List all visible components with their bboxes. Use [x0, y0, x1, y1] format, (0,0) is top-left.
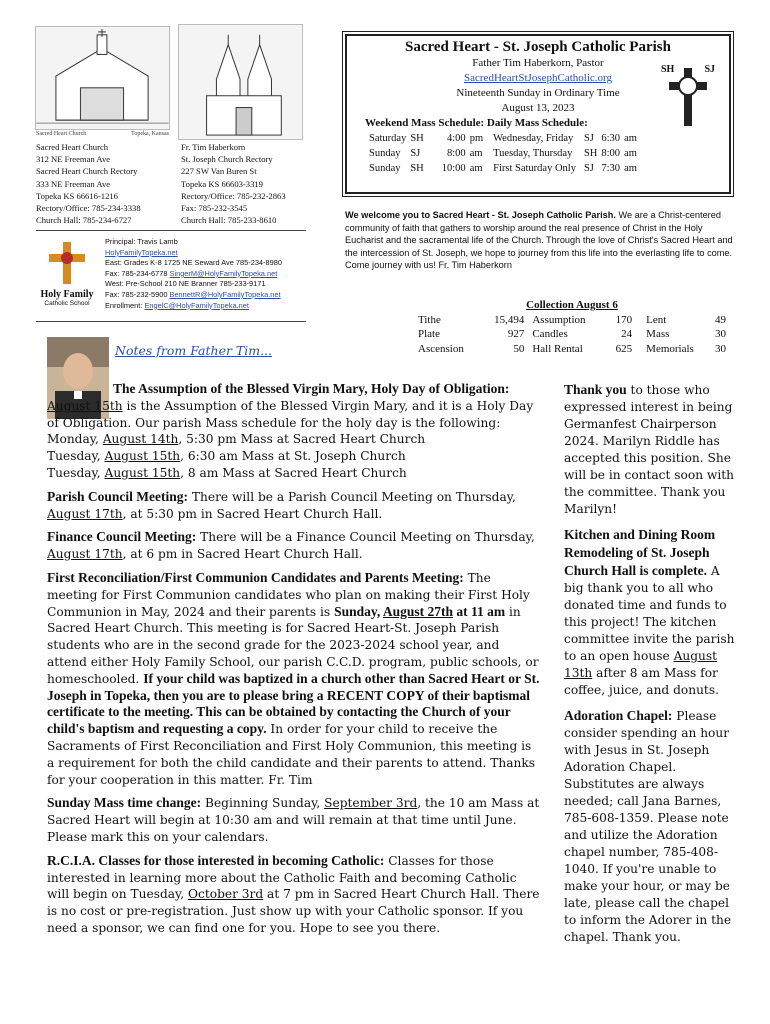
date: August 13th: [564, 649, 718, 680]
cell: am: [469, 148, 483, 159]
cell: Lent: [646, 313, 667, 326]
date: August 17th: [47, 506, 123, 521]
mass-row: [369, 146, 641, 161]
finance-council-paragraph: [47, 529, 542, 563]
school-west: West: Pre-School 210 NE Branner 785-233-9171: [105, 279, 266, 289]
sj-line: Church Hall: 785-233-8610: [181, 215, 277, 226]
sh-line: Topeka KS 66616-1216: [36, 190, 118, 201]
cell: am: [469, 163, 483, 174]
text: There will be a Finance Council Meeting on Thursday,: [196, 530, 535, 545]
cell: Ascension: [418, 342, 464, 355]
text: , the 10 am Mass at Sacred Heart will begin at 10:30 am and will remain at that time until June. Please mark this on your calendars.: [47, 796, 540, 844]
cell: 6:30: [601, 133, 621, 144]
cell: 10:00: [441, 163, 466, 174]
mass-schedule-table: [369, 131, 641, 176]
assumption-text: is the Assumption of the Blessed Virgin Mary, and it is a Holy Day of Obligation. Our parish Mass schedule for the holy day is the following:: [47, 398, 534, 430]
school-fax2: Fax: 785-232-5900: [105, 289, 170, 299]
mass-line: , 8 am Mass at Sacred Heart Church: [180, 465, 407, 480]
cell: First Saturday Only: [493, 163, 576, 174]
st-joseph-church-drawing: [178, 24, 303, 140]
collection-row: [418, 327, 726, 342]
parish-title: Sacred Heart - St. Joseph Catholic Parish: [405, 39, 671, 55]
cell: Tithe: [418, 313, 441, 326]
sj-line: Fr. Tim Haberkorn: [181, 142, 246, 152]
parish-logo: [661, 60, 715, 130]
cell: am: [624, 148, 637, 159]
schedule-heading: Weekend Mass Schedule: Daily Mass Schedule:: [365, 117, 588, 129]
mass-line: Tuesday,: [47, 465, 105, 480]
text: A big thank you to all who donated time and funds to this project! The kitchen committee invite the parish to an open house: [564, 564, 735, 663]
cell: Sunday: [369, 163, 401, 174]
rcia-paragraph: [47, 853, 542, 937]
sh-line: 312 NE Freeman Ave: [36, 154, 111, 165]
parish-website-link[interactable]: SacredHeartStJosephCatholic.org: [464, 72, 612, 84]
school-info: [105, 237, 282, 311]
rcia-heading: R.C.I.A. Classes for those interested in becoming Catholic:: [47, 852, 385, 868]
collection-title: Collection August 6: [526, 299, 618, 311]
bold-text: at 11 am: [453, 603, 506, 619]
text: in Sacred Heart Church. This meeting is for Sacred Heart-St. Joseph Parish students who are in the second grade for the 2023-2024 school year, and attend either Holy Family School, our parish C.C.D. program, public schools, or homeschooled.: [47, 604, 539, 686]
mass-date: August 14th: [102, 432, 179, 447]
school-fax1: Fax: 785-234-6778: [105, 268, 170, 278]
cell: 625: [615, 342, 633, 355]
cell: 170: [615, 313, 633, 326]
text: , at 6 pm in Sacred Heart Church Hall.: [122, 547, 363, 562]
text: , at 5:30 pm in Sacred Heart Church Hall.: [122, 506, 383, 521]
holy-family-logo: [36, 240, 98, 312]
parish-council-heading: Parish Council Meeting:: [47, 488, 188, 504]
bold-text: Sunday,: [334, 603, 383, 619]
thank-you-heading: Thank you: [564, 382, 627, 397]
school-email-singer[interactable]: SingerM@HolyFamilyTopeka.net: [169, 268, 278, 278]
mass-row: [369, 161, 641, 176]
cell: am: [624, 133, 637, 144]
sj-line: 227 SW Van Buren St: [181, 166, 257, 177]
cell: Mass: [646, 328, 670, 340]
sj-line: Topeka KS 66603-3319: [181, 178, 263, 189]
adoration-heading: Adoration Chapel:: [564, 708, 673, 723]
divider: [36, 230, 306, 231]
holy-family-cross-icon: [45, 240, 89, 286]
cell: SH: [410, 133, 424, 144]
cell: 49: [715, 313, 726, 326]
school-website-link[interactable]: HolyFamilyTopeka.net: [105, 247, 178, 257]
date: September 3rd: [324, 796, 418, 811]
mass-line: Tuesday,: [47, 449, 105, 464]
logo-sh: SH: [661, 64, 675, 75]
school-logo-sub: Catholic School: [44, 300, 90, 307]
sh-line: Sacred Heart Church: [36, 142, 109, 152]
text: after 8 am Mass for coffee, juice, and donuts.: [564, 666, 719, 697]
text: In order for your child to receive the Sacraments of First Reconciliation and First Holy Communion, this meeting is a requirement for both the child candidate and their parents to attend. Thanks for your cooperation in this matter. Fr. Tim: [47, 722, 535, 787]
cell: 8:00: [447, 148, 466, 159]
sh-photo-caption-left: Sacred Heart Church: [36, 131, 87, 137]
sj-line: St. Joseph Church Rectory: [181, 154, 273, 165]
cell: 8:00: [601, 148, 621, 159]
cell: 4:00: [447, 133, 466, 144]
cell: 30: [715, 342, 726, 355]
bold-date: August 27th: [382, 603, 454, 619]
parish-council-paragraph: [47, 489, 542, 523]
school-email-engel[interactable]: EngelC@HolyFamilyTopeka.net: [144, 300, 249, 310]
cell: pm: [469, 133, 484, 144]
collection-table: [418, 298, 726, 356]
kitchen-paragraph: [564, 526, 742, 699]
cell: 30: [715, 328, 726, 340]
logo-sj: SJ: [704, 64, 715, 75]
cell: Memorials: [646, 342, 694, 355]
text: Please consider spending an hour with Jesus in St. Joseph Adoration Chapel. Substitutes are always needed; call Jana Barnes, 785-608-1359. Please note and utilize the Adoration chapel number, 785-408-1040. If you're unable to make your hour, or may be late, please call the chapel to inform the Adorer in the chapel. Thank you.: [564, 709, 732, 944]
cell: SH: [410, 163, 424, 174]
cell: Wednesday, Friday: [493, 133, 574, 144]
cell: Saturday: [369, 133, 407, 144]
assumption-heading: The Assumption of the Blessed Virgin Mary, Holy Day of Obligation:: [113, 381, 510, 396]
liturgical-sunday: Nineteenth Sunday in Ordinary Time: [456, 87, 620, 99]
cell: 24: [621, 328, 633, 340]
cell: 50: [513, 342, 525, 355]
date: August 17th: [47, 547, 123, 562]
sh-line: Rectory/Office: 785-234-3338: [36, 203, 141, 214]
assumption-date: August 15th: [47, 398, 123, 413]
text: at 7 pm in Sacred Heart Church Hall. There is no cost or pre-registration. Just show up with your Catholic sponsor. If you need a sponsor, we can find one for you. Hope to see you there.: [47, 887, 540, 935]
divider: [36, 321, 306, 322]
sj-line: Rectory/Office: 785-232-2863: [181, 190, 286, 201]
cell: Candles: [532, 328, 568, 340]
side-column: [564, 381, 742, 954]
school-east: East: Grades K-8 1725 NE Seward Ave 785-234-8980: [105, 258, 282, 268]
mass-date: August 15th: [104, 449, 181, 464]
sunday-mass-change-paragraph: [47, 795, 542, 845]
cell: 15,494: [494, 313, 525, 326]
cell: am: [624, 163, 637, 174]
cell: Hall Rental: [532, 342, 583, 355]
mass-line: , 5:30 pm Mass at Sacred Heart Church: [178, 432, 426, 447]
cell: Assumption: [532, 313, 586, 326]
mass-line: Monday,: [47, 432, 103, 447]
bold-text: If your child was baptized in a church other than Sacred Heart or St. Joseph in Topeka, then you are to please bring a RECENT COPY of their baptismal certificate to the meeting. This can be obtained by contacting the Church of your child's baptism and requesting a copy.: [47, 670, 540, 737]
cell: SJ: [583, 163, 594, 174]
cell: Plate: [418, 328, 440, 340]
first-communion-heading: First Reconciliation/First Communion Candidates and Parents Meeting:: [47, 569, 464, 585]
welcome-paragraph: [345, 209, 737, 272]
cell: Tuesday, Thursday: [493, 148, 573, 159]
assumption-paragraph: [47, 381, 542, 482]
sunday-mass-heading: Sunday Mass time change:: [47, 795, 202, 811]
sacred-heart-church-drawing: [35, 26, 170, 130]
school-enroll: Enrollment:: [105, 300, 145, 310]
sh-photo-caption-right: Topeka, Kansas: [131, 131, 169, 137]
cell: SJ: [410, 148, 421, 159]
text: Beginning Sunday,: [201, 796, 325, 811]
mass-line: , 6:30 am Mass at St. Joseph Church: [180, 449, 406, 464]
welcome-bold: We welcome you to Sacred Heart - St. Joseph Catholic Parish.: [345, 210, 616, 220]
cell: SJ: [583, 133, 594, 144]
parish-header-box: [345, 34, 731, 194]
school-logo-name: Holy Family: [40, 289, 94, 300]
collection-row: [418, 313, 726, 328]
text: Classes for those interested in learning more about the Catholic Faith and becoming Catholic will begin on Tuesday,: [47, 853, 517, 902]
finance-council-heading: Finance Council Meeting:: [47, 529, 197, 545]
text: to those who expressed interest in being Germanfest Chairperson 2024. Marilyn Riddle has accepted this position. She will be in contact soon with the committee. Thank you Marilyn!: [564, 383, 735, 516]
first-communion-paragraph: [47, 570, 542, 788]
kitchen-heading: Kitchen and Dining Room Remodeling of St. Joseph Church Hall is complete.: [564, 527, 716, 578]
text: There will be a Parish Council Meeting on Thursday,: [188, 489, 516, 504]
date: October 3rd: [188, 887, 264, 902]
notes-from-father-tim: Notes from Father Tim...: [115, 343, 273, 358]
thank-you-paragraph: [564, 381, 742, 518]
cell: SH: [583, 148, 598, 159]
mass-row: [369, 131, 641, 146]
adoration-paragraph: [564, 707, 742, 946]
st-joseph-contact: [181, 141, 286, 226]
welcome-text: We are a Christ-centered community of faith that gathers to worship around the real presence of Christ in the Holy Eucharist and the sacramental life of the Church. Through the love of Christ's Sacred Heart and the intercession of St. Joseph, we hope to journey from this life into the everlasting life to come. Come journey with us! Fr. Tim Haberkorn: [345, 210, 733, 271]
sacred-heart-contact: [36, 141, 141, 226]
mass-date: August 15th: [104, 465, 181, 480]
bulletin-date: August 13, 2023: [501, 102, 575, 114]
cell: 7:30: [601, 163, 621, 174]
text: The meeting for First Communion candidates who plan on making their First Holy Communion in May, 2024 and their parents is: [47, 570, 530, 619]
sh-line: Church Hall: 785-234-6727: [36, 215, 132, 226]
sh-line: Sacred Heart Church Rectory: [36, 166, 138, 177]
sh-line: 333 NE Freeman Ave: [36, 178, 111, 189]
cell: 927: [507, 328, 525, 340]
sj-line: Fax: 785-232-3545: [181, 203, 248, 214]
pastor-line: Father Tim Haberkorn, Pastor: [472, 57, 604, 69]
collection-row: [418, 342, 726, 357]
school-principal: Principal: Travis Lamb: [105, 237, 178, 246]
cell: Sunday: [369, 148, 401, 159]
school-email-bennett[interactable]: BennettR@HolyFamilyTopeka.net: [169, 289, 281, 299]
main-column: [47, 381, 542, 944]
